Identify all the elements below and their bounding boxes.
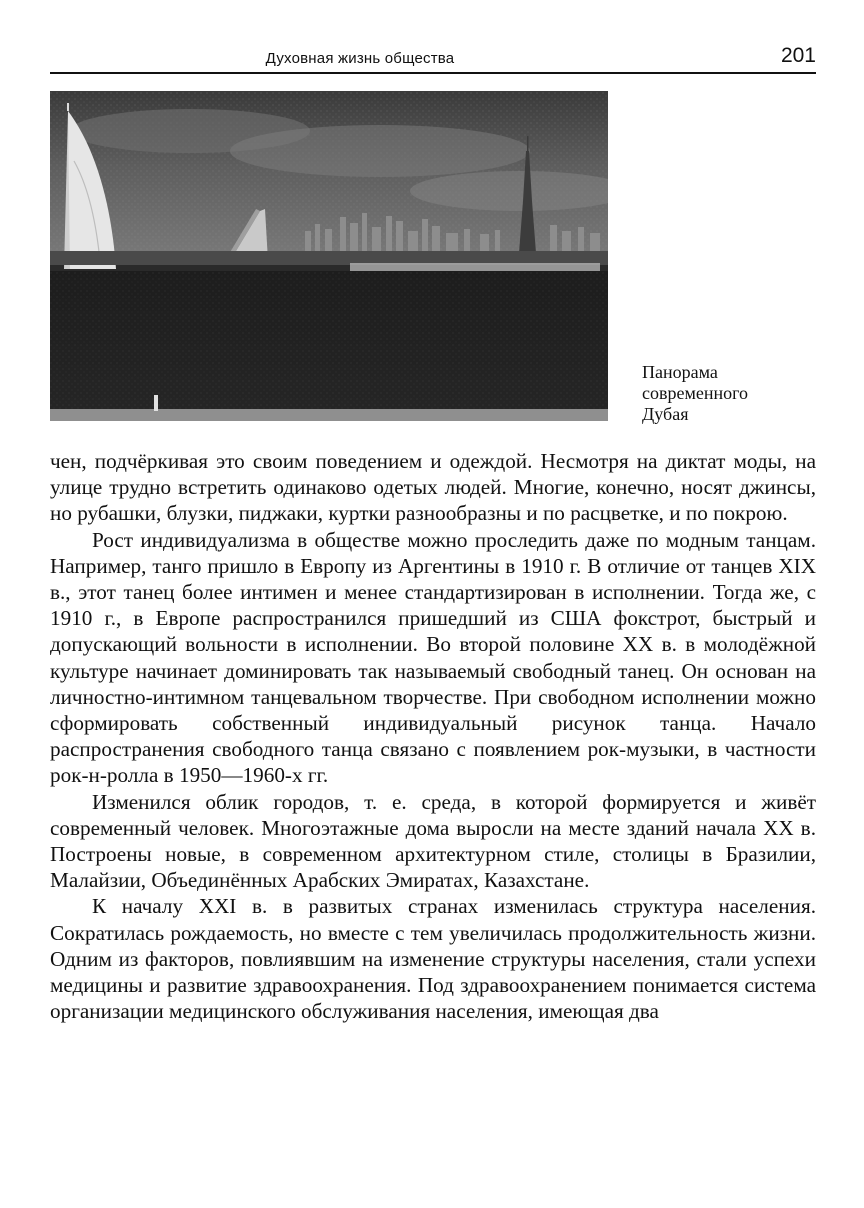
page-number: 201 <box>780 44 816 67</box>
caption-line: современного <box>642 383 749 403</box>
running-head <box>50 44 816 74</box>
paragraph: Рост индивидуализма в обществе можно проследить даже по модным танцам. Например, танго пришло в Европу из Аргентины в 1910 г. В отличие от танцев XIX в., этот танец более интимен и менее стандартизирован в исполнении. Тогда же, с 1910 г., в Европе распространился пришедший из США фокстрот, быстрый и допускающий вольности в исполнении. Во второй половине XX в. в молодёжной культуре начинает доминировать так называемый свободный танец. Он основан на личностно-интимном танцевальном творчестве. При свободном исполнении можно сформировать собственный индивидуальный рисунок танца. Начало распространения свободного танца связано с появлением рок-музыки, в частности рок-н-ролла в 1950—1960-х гг. <box>50 527 816 788</box>
paragraph: чен, подчёркивая это своим поведением и одеждой. Несмотря на диктат моды, на улице трудно встретить одинаково одетых людей. Многие, конечно, носят джинсы, но рубашки, блузки, пиджаки, куртки разнообразны и по расцветке, и по покрою. <box>50 449 816 526</box>
photo-caption <box>642 362 822 425</box>
paragraph: Изменился облик городов, т. е. среда, в которой формируется и живёт современный человек. Многоэтажные дома выросли на месте зданий начала XX в. Построены новые, в современном архитектурном стиле, столицы в Бразилии, Малайзии, Объединённых Арабских Эмиратах, Казахстане. <box>50 789 816 893</box>
dubai-panorama-illustration <box>50 91 608 421</box>
caption-line: Панорама <box>642 362 718 382</box>
paragraph: К началу XXI в. в развитых странах изменилась структура населения. Сократилась рождаемость, но вместе с тем увеличилась продолжительность жизни. Одним из факторов, повлиявшим на изменение структуры населения, стали успехи медицины и развитие здравоохранения. Под здравоохранением понимается система организации медицинского обслуживания населения, имеющая два <box>50 894 816 1024</box>
body-text <box>50 448 816 1024</box>
caption-line: Дубая <box>642 404 689 424</box>
dubai-panorama-photo <box>50 91 608 421</box>
running-title: Духовная жизнь общества <box>265 50 455 67</box>
